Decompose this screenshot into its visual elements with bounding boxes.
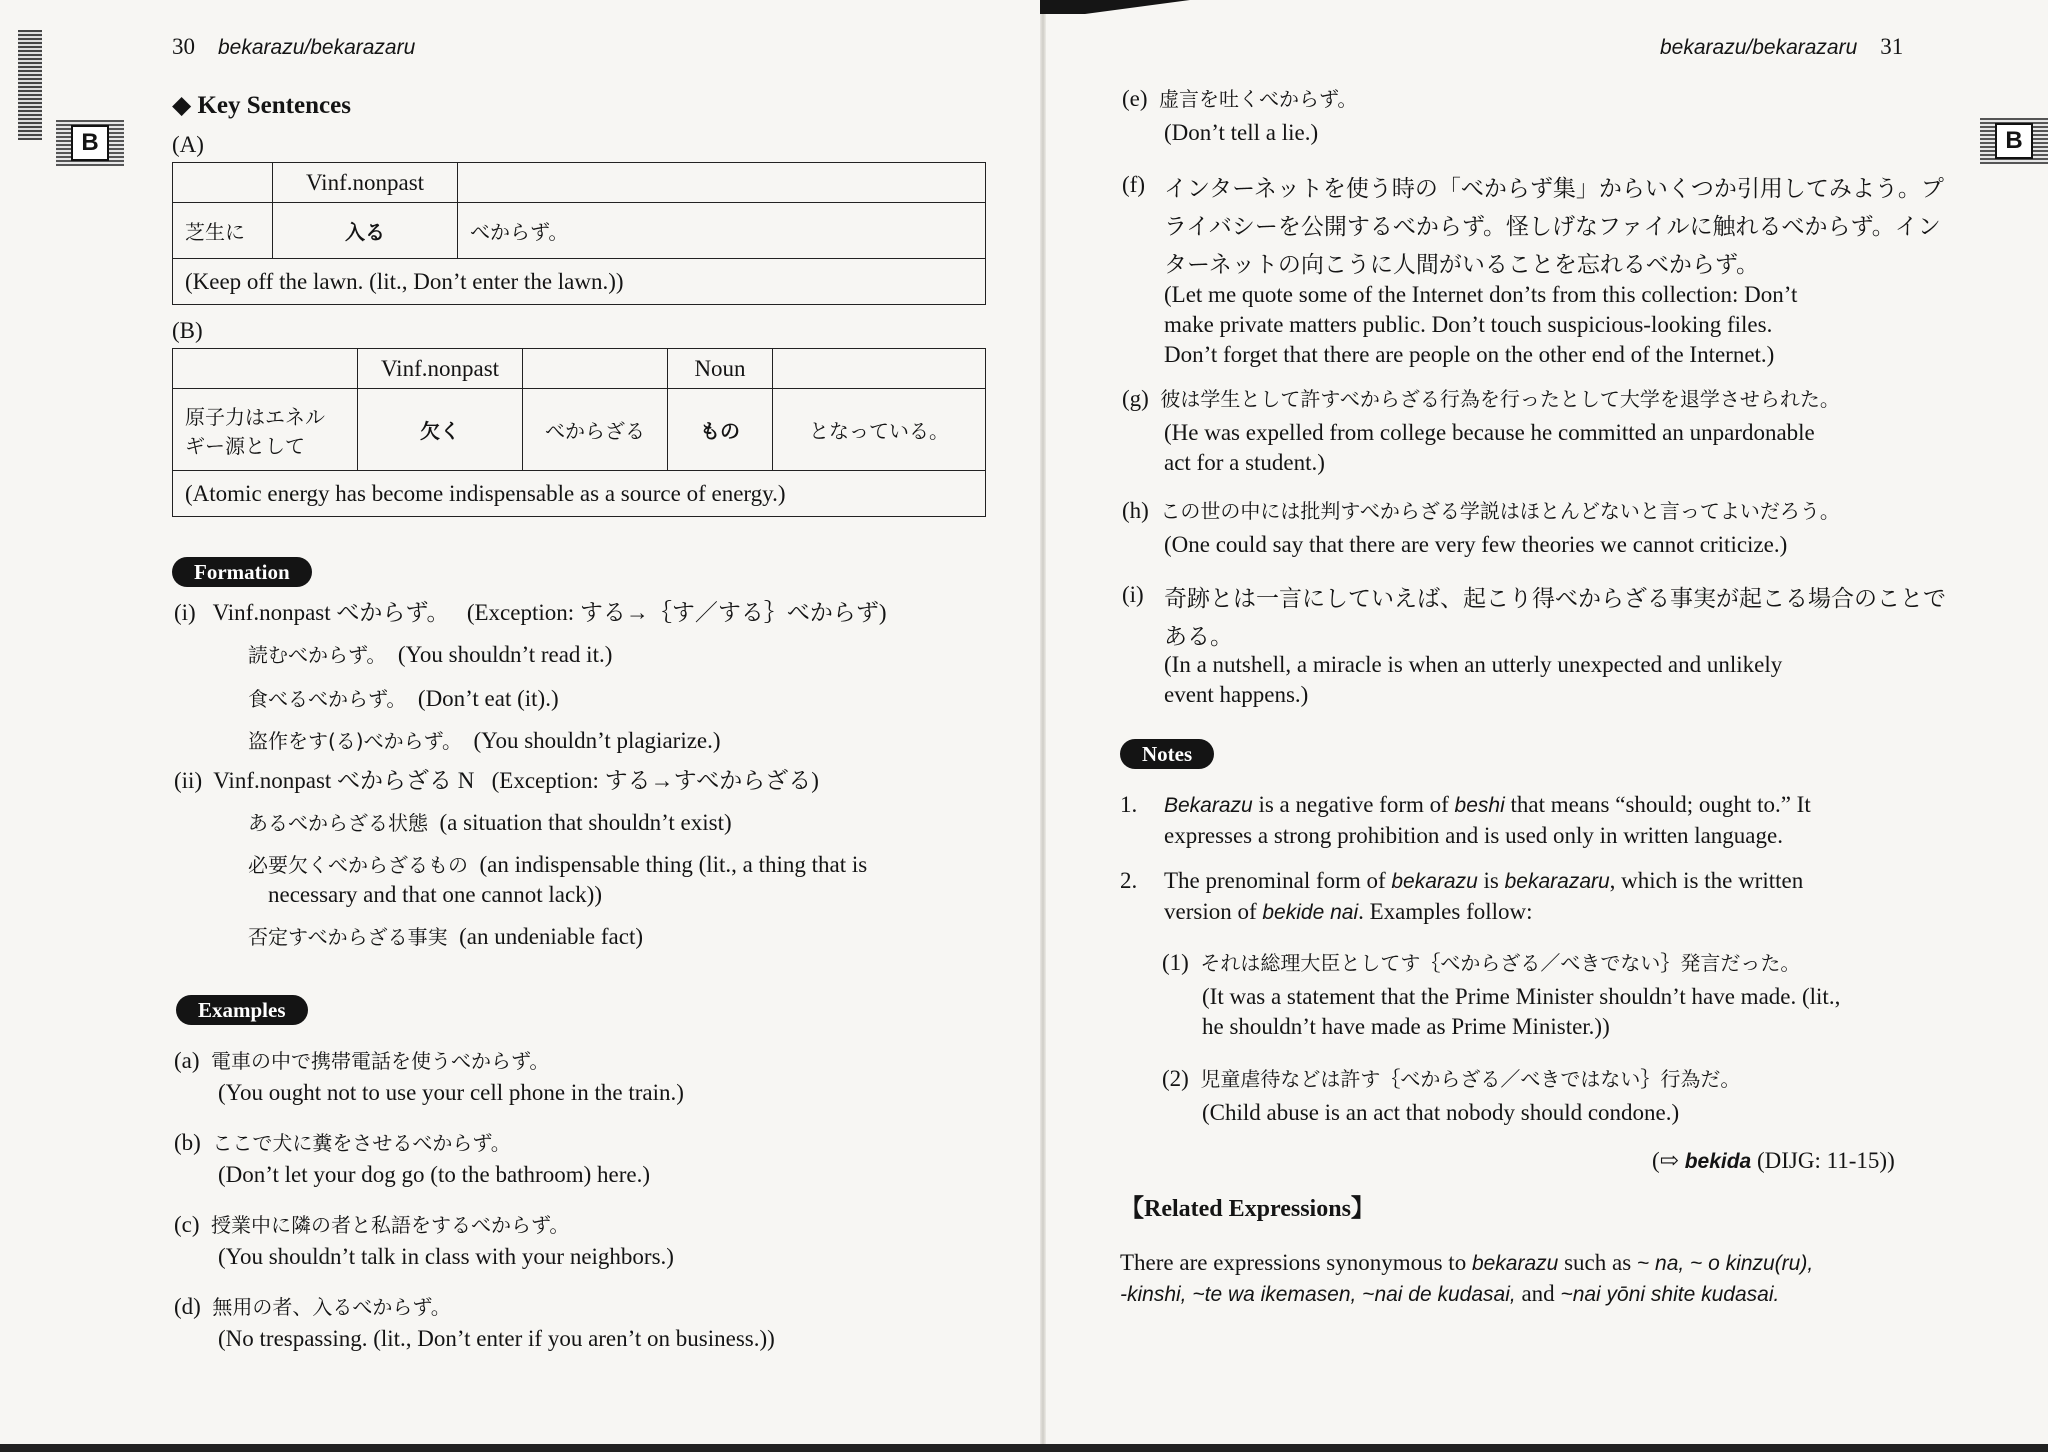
formation-example: 盗作をす(る)べからず。 (You shouldn’t plagiarize.)	[248, 728, 721, 753]
book-gutter	[1040, 0, 1046, 1452]
table-translation: (Atomic energy has become indispensable as a source of energy.)	[173, 471, 986, 517]
table-cell: 欠く	[358, 389, 523, 471]
key-sentence-table-b	[172, 348, 986, 517]
example-i-japanese: 奇跡とは一言にしていえば、起こり得べからざる事実が起こる場合のことで ある。	[1164, 586, 1946, 650]
page-number: 30	[172, 34, 195, 59]
key-sentences-heading: ◆ Key Sentences	[172, 92, 351, 119]
formation-example: 必要欠くべからざるもの (an indispensable thing (lit., a thing that is	[248, 852, 868, 877]
example-c: (c) 授業中に隣の者と私語をするべからず。	[174, 1212, 570, 1237]
example-f-japanese: インターネットを使う時の「べからず集」からいくつか引用してみよう。プ ライバシーを公開するべからず。怪しげなファイルに触れるべからず。イン ターネットの向こうに人間がいることを忘れるべからず。	[1164, 176, 1944, 278]
example-i-num: (i)	[1122, 582, 1144, 607]
note-2-example-2: (2) 児童虐待などは許す｛べからざる／べきではない｝行為だ。	[1162, 1066, 1741, 1091]
table-cell: もの	[668, 389, 773, 471]
example-c-translation: (You shouldn’t talk in class with your neighbors.)	[218, 1244, 674, 1269]
page-number: 31	[1880, 34, 1904, 59]
notes-label: Notes	[1120, 739, 1214, 769]
formation-item-i: (i) Vinf.nonpast べからず。 (Exception: する→｛す／する｝べからず)	[174, 600, 887, 625]
example-d-translation: (No trespassing. (lit., Don’t enter if you aren’t on business.))	[218, 1326, 775, 1351]
formation-item-ii: (ii) Vinf.nonpast べからざる N (Exception: する→すべからざる)	[174, 768, 819, 793]
related-expressions-heading: 【Related Expressions】	[1120, 1196, 1375, 1222]
note-2-example-2-translation: (Child abuse is an act that nobody should condone.)	[1202, 1100, 1680, 1125]
table-cell: 芝生に	[173, 203, 273, 259]
page-header	[1660, 34, 1903, 60]
examples-label: Examples	[176, 995, 308, 1025]
example-f-num: (f)	[1122, 172, 1145, 197]
right-page	[1060, 0, 2048, 1452]
example-a-translation: (You ought not to use your cell phone in the train.)	[218, 1080, 684, 1105]
running-title: bekarazu/bekarazaru	[218, 36, 416, 59]
section-tab-left	[56, 120, 124, 166]
formation-example: 食べるべからず。 (Don’t eat (it).)	[248, 686, 559, 711]
note-2-num: 2.	[1120, 868, 1138, 893]
running-title: bekarazu/bekarazaru	[1660, 36, 1858, 59]
table-header: Vinf.nonpast	[358, 349, 523, 389]
example-e-translation: (Don’t tell a lie.)	[1164, 120, 1319, 145]
table-cell: 原子力はエネル ギー源として	[173, 389, 358, 471]
note-2: The prenominal form of bekarazu is bekarazaru, which is the written version of bekide nai. Examples follow:	[1164, 868, 1804, 924]
example-f-translation: (Let me quote some of the Internet don’ts from this collection: Don’t make private matters public. Don’t touch suspicious-looking files. Don’t forget that there are people on the other end of the Internet.)	[1164, 282, 1798, 367]
cross-reference: (⇨ bekida (DIJG: 11-15))	[1652, 1148, 1895, 1173]
note-1: Bekarazu is a negative form of beshi that means “should; ought to.” It expresses a strong prohibition and is used only in written language.	[1164, 792, 1811, 848]
table-cell: べからず。	[458, 203, 986, 259]
table-a-label: (A)	[172, 132, 204, 157]
example-g: (g) 彼は学生として許すべからざる行為を行ったとして大学を退学させられた。	[1122, 386, 1840, 411]
table-header: Noun	[668, 349, 773, 389]
example-d: (d) 無用の者、入るべからず。	[174, 1294, 451, 1319]
tab-letter: B	[71, 125, 109, 161]
table-cell: となっている。	[773, 389, 986, 471]
note-1-num: 1.	[1120, 792, 1138, 817]
note-2-example-1: (1) それは総理大臣としてす｛べからざる／べきでない｝発言だった。	[1162, 950, 1801, 975]
example-b: (b) ここで犬に糞をさせるべからず。	[174, 1130, 511, 1155]
table-header: Vinf.nonpast	[273, 163, 458, 203]
page-header	[172, 34, 415, 60]
table-cell: 入る	[273, 203, 458, 259]
example-e: (e) 虚言を吐くべからず。	[1122, 86, 1358, 111]
example-h-translation: (One could say that there are very few theories we cannot criticize.)	[1164, 532, 1788, 557]
example-g-translation: (He was expelled from college because he committed an unpardonable act for a student.)	[1164, 420, 1815, 475]
formation-example-continued: necessary and that one cannot lack))	[268, 882, 602, 907]
table-translation: (Keep off the lawn. (lit., Don’t enter the lawn.))	[173, 259, 986, 305]
example-i-translation: (In a nutshell, a miracle is when an utterly unexpected and unlikely event happens.)	[1164, 652, 1783, 707]
formation-example: あるべからざる状態 (a situation that shouldn’t exist)	[248, 810, 732, 835]
example-b-translation: (Don’t let your dog go (to the bathroom) here.)	[218, 1162, 650, 1187]
tab-letter: B	[1995, 123, 2033, 159]
key-sentence-table-a	[172, 162, 986, 305]
table-b-label: (B)	[172, 318, 203, 343]
note-2-example-1-translation: (It was a statement that the Prime Minister shouldn’t have made. (lit., he shouldn’t have made as Prime Minister.))	[1202, 984, 1841, 1039]
formation-label: Formation	[172, 557, 312, 587]
table-cell: べからざる	[523, 389, 668, 471]
formation-example: 否定すべからざる事実 (an undeniable fact)	[248, 924, 644, 949]
formation-example: 読むべからず。 (You shouldn’t read it.)	[248, 642, 613, 667]
example-h: (h) この世の中には批判すべからざる学説はほとんどないと言ってよいだろう。	[1122, 498, 1840, 523]
example-a: (a) 電車の中で携帯電話を使うべからず。	[174, 1048, 550, 1073]
related-expressions-text: There are expressions synonymous to bekarazu such as ~ na, ~ o kinzu(ru), -kinshi, ~te wa ikemasen, ~nai de kudasai, and ~nai yōni shite kudasai.	[1120, 1250, 1814, 1306]
section-tab-right	[1980, 118, 2048, 164]
